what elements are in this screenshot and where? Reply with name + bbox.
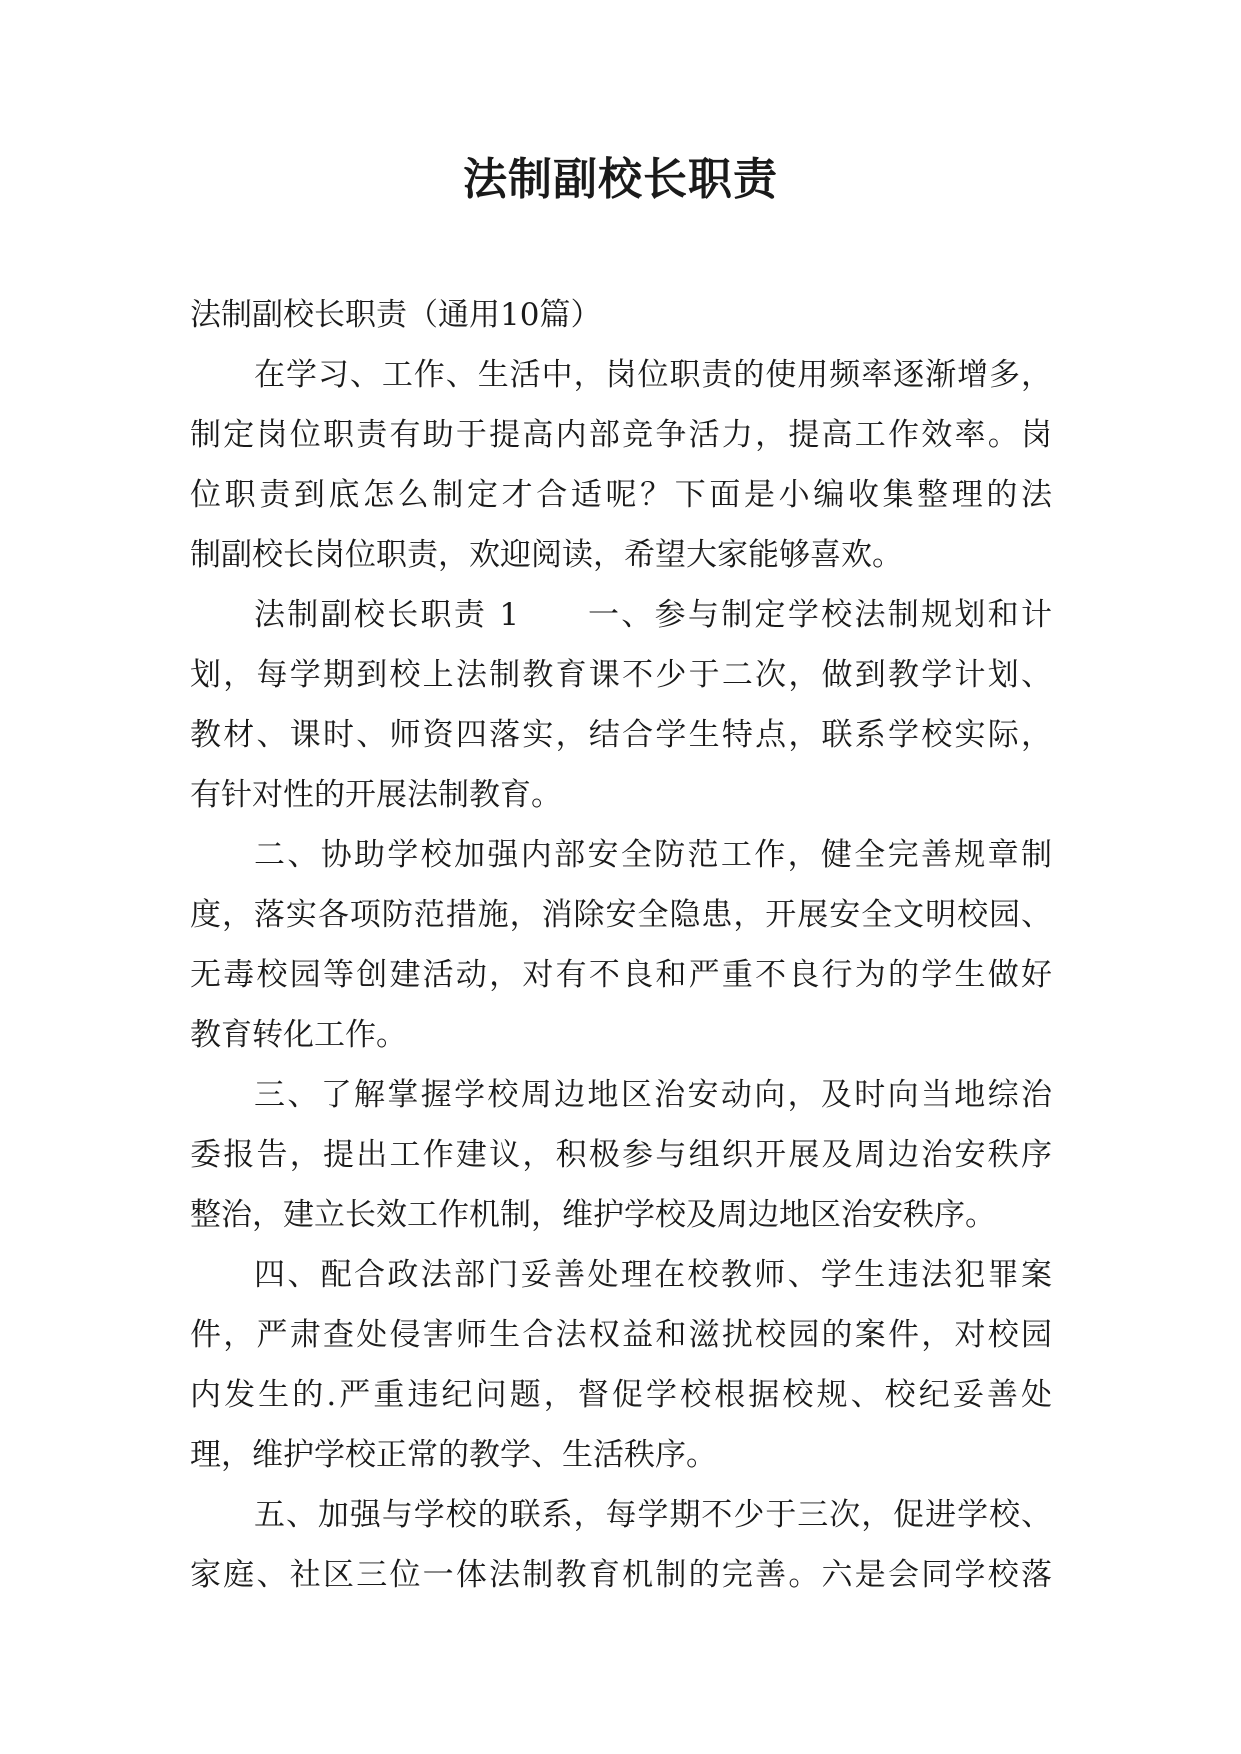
text-line: 教材、课时、师资四落实，结合学生特点，联系学校实际， [190, 717, 1052, 753]
text-line: 无毒校园等创建活动，对有不良和严重不良行为的学生做好 [190, 957, 1052, 993]
document-subtitle: 法制副校长职责（通用10篇） [190, 297, 602, 333]
text-line: 在学习、工作、生活中，岗位职责的使用频率逐渐增多， [254, 357, 1052, 393]
document-title: 法制副校长职责 [463, 154, 778, 205]
text-line: 理，维护学校正常的教学、生活秩序。 [190, 1437, 717, 1473]
text-line: 制定岗位职责有助于提高内部竞争活力，提高工作效率。岗 [190, 417, 1052, 453]
text-line: 位职责到底怎么制定才合适呢？下面是小编收集整理的法 [190, 477, 1052, 513]
text-line: 委报告，提出工作建议，积极参与组织开展及周边治安秩序 [190, 1137, 1052, 1173]
text-line: 度，落实各项防范措施，消除安全隐患，开展安全文明校园、 [190, 897, 1052, 933]
text-line: 三、了解掌握学校周边地区治安动向，及时向当地综治 [254, 1077, 1052, 1113]
text-line: 家庭、社区三位一体法制教育机制的完善。六是会同学校落 [190, 1557, 1052, 1593]
text-line: 内发生的.严重违纪问题，督促学校根据校规、校纪妥善处 [190, 1377, 1052, 1413]
text-line: 件，严肃查处侵害师生合法权益和滋扰校园的案件，对校园 [190, 1317, 1052, 1353]
text-line: 制副校长岗位职责，欢迎阅读，希望大家能够喜欢。 [190, 537, 903, 573]
text-line: 四、配合政法部门妥善处理在校教师、学生违法犯罪案 [254, 1257, 1052, 1293]
text-line: 五、加强与学校的联系，每学期不少于三次，促进学校、 [254, 1497, 1052, 1533]
text-line: 教育转化工作。 [190, 1017, 407, 1053]
text-line: 整治，建立长效工作机制，维护学校及周边地区治安秩序。 [190, 1197, 996, 1233]
text-line: 划，每学期到校上法制教育课不少于二次，做到教学计划、 [190, 657, 1052, 693]
text-line: 有针对性的开展法制教育。 [190, 777, 562, 813]
text-line: 法制副校长职责 1 一、参与制定学校法制规划和计 [254, 597, 1052, 633]
text-line: 二、协助学校加强内部安全防范工作，健全完善规章制 [254, 837, 1052, 873]
document-body [190, 285, 1052, 1605]
